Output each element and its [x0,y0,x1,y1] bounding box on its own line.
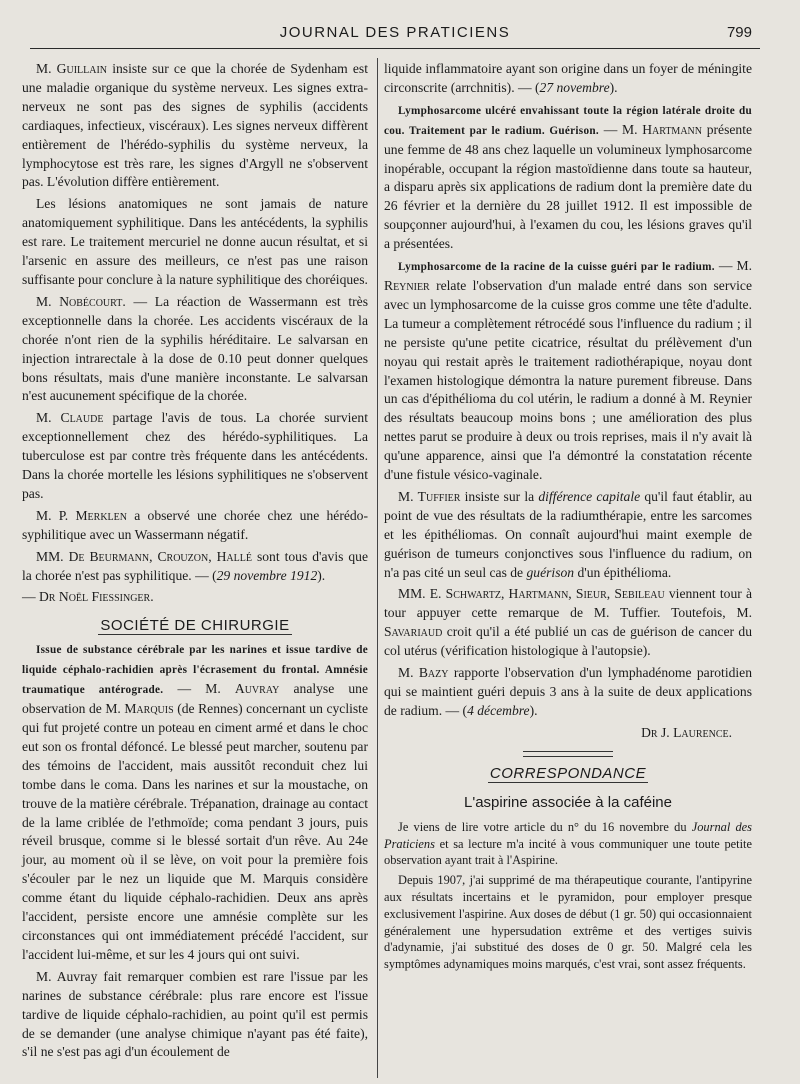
paragraph-reynier: Lymphosarcome de la racine de la cuisse guéri par le radium. — M. Reynier relate l'observation d'un malade entré dans son service avec un lymphosarcome de la cuisse gros comme une tête d'adulte. La tumeur a complètement rétrocédé sous l'influence du radium ; il ne persiste qu'une petite cicatrice, résultat du prélèvement d'un noyau qui restait après le traitement radiothérapique, noyau dont l'examen histologique démontra la nature purement fibreuse. Dans un cas d'épithélioma du col utérin, le radium a donné à M. Reynier des résultats beaucoup moins bons ; une amélioration des plus nettes parut se produire à deux ou trois reprises, mais il n'y avait là qu'une apparence, ainsi que l'a démontré la constatation récente d'une fistule vésico-vaginale. [384,258,752,483]
paragraph-lesions: Les lésions anatomiques ne sont jamais de nature anatomiquement syphilitique. Dans les antécédents, la syphilis est rare. Le traitement mercuriel ne donne aucun résultat, et si l'arsenic en assure des meilleurs, ce n'est pas une raison suffisante pour conclure à la nature syphilitique des choréiques. [22,196,368,287]
section-title: SOCIÉTÉ DE CHIRURGIE [100,617,290,635]
paragraph-claude: M. Claude partage l'avis de tous. La chorée survient exceptionnellement chez des hérédo-syphilitiques. La tuberculose est par contre très fréquente dans les antécédents. Dans la chorée mortelle les lésions syphilitiques ne s'observent pas. [22,410,368,501]
correspondence-title: CORRESPONDANCE [489,764,647,782]
signature-laurence: Dr J. Laurence. [641,724,732,740]
paragraph-guillain: M. Guillain insiste sur ce que la chorée de Sydenham est une maladie organique du système nerveux. Les signes extra-nerveux ne sont pas des signes de syphilis (accidents cardiaques, infectieux, viscéraux). Les signes nerveux diffèrent entièrement de l'hérédo-syphilis du système nerveux, la lymphocytose est très rare, les signes d'Argyll ne s'observent pas. L'évolution diffère entièrement. [22,61,368,190]
paragraph-nobecourt: M. Nobécourt. — La réaction de Wassermann est très exceptionnelle dans la chorée. Les accidents viscéraux de la chorée n'ont rien de la syphilis héréditaire. Le salvarsan en injection intrarectale à la dose de 0.10 peut donner quelques bons résultats, mais d'une manière inconstante. Le salvarsan n'est aucunement spécifique de la chorée. [22,293,368,404]
paragraph-beurmann: MM. De Beurmann, Crouzon, Hallé sont tous d'avis que la chorée n'est pas syphilitique. — (29 novembre 1912). [22,548,368,583]
paragraph-tuffier: M. Tuffier insiste sur la différence capitale qu'il faut établir, au point de vue des résultats de la radiumthérapie, entre les sarcomes et les épithéliomas. On connaît aujourd'hui maint exemple de guérison de tumeurs conjonctives sous l'influence du radium, on n'a pas cité un seul cas de guérison d'un épithélioma. [384,488,752,580]
paragraph-letter-body: Depuis 1907, j'ai supprimé de ma thérapeutique courante, l'antipyrine aux résultats incertains et le pyramidon, pour employer presque exclusivement l'aspirine. Aux doses de début (1 gr. 50) qui occasionnaient généralement une hypersudation extrême et des vertiges suivis d'adynamie, j'ai substitué des doses de 0 gr. 50. Malgré cela les symptômes adynamiques moins marqués, c'est vrai, sont assez fréquents. [384,873,752,972]
page-number: 799 [726,24,752,41]
right-column [384,60,752,976]
signature-fiessinger: — Dr Noël Fiessinger. [22,589,154,605]
left-column [22,60,368,1065]
correspondence-body [384,819,752,973]
paragraph-hartmann: Lymphosarcome ulcéré envahissant toute la région latérale droite du cou. Traitement par le radium. Guérison. — M. Hartmann présente une femme de 48 ans chez laquelle un volumineux lymphosarcome inopérable, occupant la région mastoïdienne dans toute sa hauteur, a disparu après six applications de radium dont la première date du 26 février et la dernière du 28 juillet 1912. Il est impossible de soupçonner aujourd'hui, à l'examen du cou, les lésions graves qu'il a présentées. [384,104,753,252]
section-divider [523,751,613,757]
paragraph-schwartz: MM. E. Schwartz, Hartmann, Sieur, Sebileau viennent tour à tour appuyer cette remarque de M. Tuffier. Toutefois, M. Savariaud croit qu'il a été publié un cas de guérison de cancer du col utérus (vérification histologique à l'autopsie). [384,586,752,659]
paragraph-letter-intro: Je viens de lire votre article du n° du 16 novembre du Journal des Praticiens et sa lecture m'a incité à vous communiquer une toute petite observation ayant trait à l'Aspirine. [384,819,752,868]
column-divider [377,58,378,1078]
paragraph-continuation: liquide inflammatoire ayant son origine dans un foyer de méningite circonscrite (arrchnitis). — (27 novembre). [384,61,752,95]
page-header [30,18,760,49]
article-title: L'aspirine associée à la caféine [464,793,672,811]
paragraph-bazy: M. Bazy rapporte l'observation d'un lymphadénome parotidien qui se maintient guéri depuis 3 ans à la suite de deux applications de radium. — (4 décembre). [384,665,753,718]
journal-title: JOURNAL DES PRATICIENS [279,24,511,41]
paragraph-auvray: Issue de substance cérébrale par les narines et issue tardive de liquide céphalo-rachidien après l'écrasement du frontal. Amnésie traumatique antérograde. — M. Auvray analyse une observation de M. Marquis (de Rennes) concernant un cycliste qui fut projeté contre un poteau en ciment armé et dans le choc eut son os frontal défoncé. Le blessé peut marcher, soutenu par des témoins de l'accident, mais aussitôt reconduit chez lui tombe dans le coma. Dans les narines et sur la moustache, on trouve de la matière cérébrale. Trépanation, drainage au contact de la lame criblée de l'ethmoïde; coma pendant 3 jours, puis réveil brusque, comme si le blessé sortait d'un rêve. Au 24e jour, au moment où il se lève, on voit pour la première fois s'écouler par le nez un liquide que M. Marquis considère comme étant du liquide céphalo-rachidien. Deux ans après l'accident, persiste encore une amnésie complète sur les circonstances qui ont immédiatement précédé l'accident, sur l'accident lui-même, et sur les 4 jours qui ont suivi. [22,644,369,962]
paragraph-merklen: M. P. Merklen a observé une chorée chez une hérédo-syphilitique avec un Wassermann négatif. [22,507,368,542]
paragraph-auvray-remark: M. Auvray fait remarquer combien est rare l'issue par les narines de substance cérébrale: plus rare encore est l'issue tardive de liquide céphalo-rachidien, au point qu'il est permis de se demander (une analyse chimique n'ayant pas été faite), s'il ne s'est pas agi d'un écoulement de [22,968,368,1060]
